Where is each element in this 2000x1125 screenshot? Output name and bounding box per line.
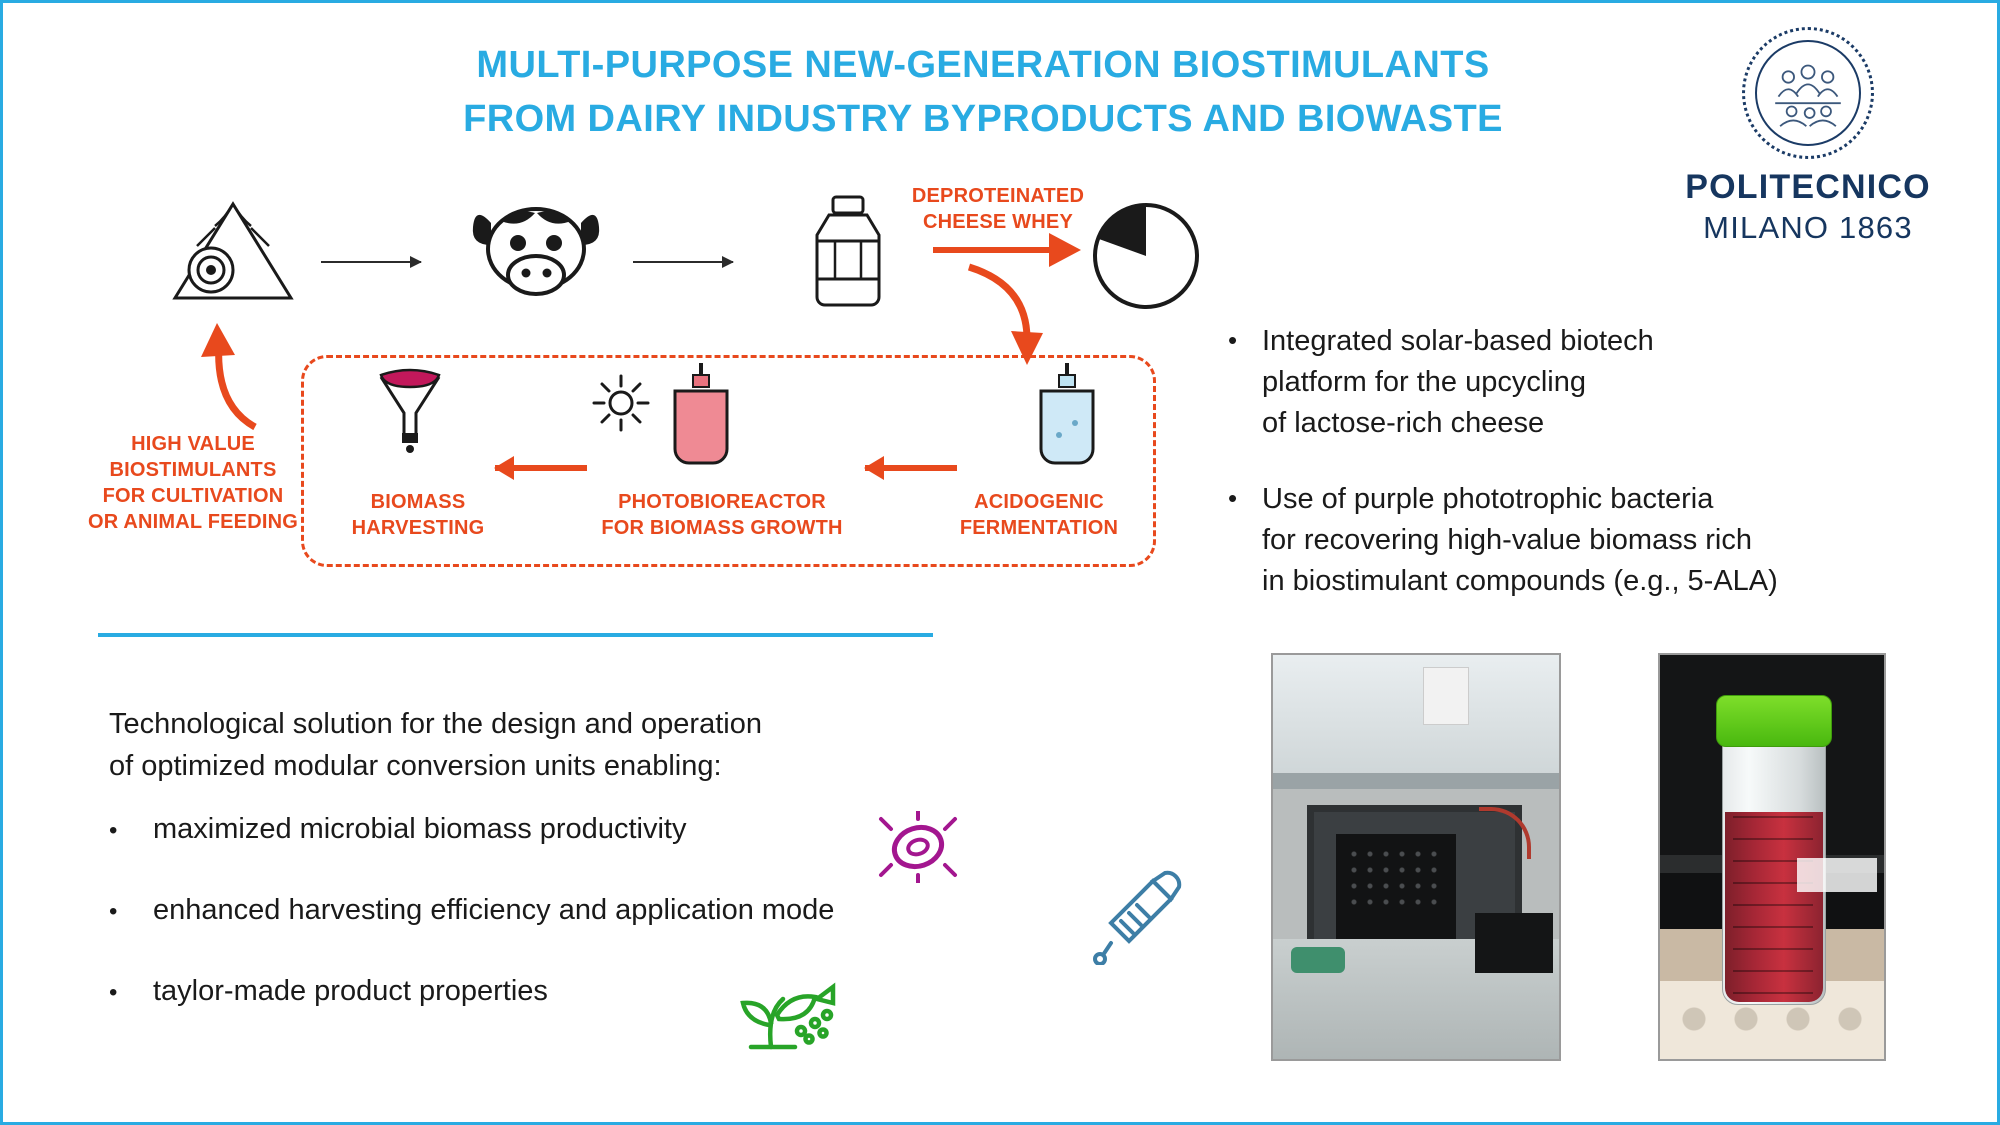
bullet-line-1: Integrated solar-based biotech: [1262, 325, 1654, 357]
pipette-icon: [1093, 865, 1185, 970]
high-value-biostimulants-label: [83, 431, 303, 535]
bottom-intro-line-2: of optimized modular conversion units enabling:: [109, 750, 722, 783]
bullet-text: maximized microbial biomass productivity: [153, 813, 687, 845]
bacteria-icon: [875, 811, 961, 888]
biomass-harvesting-icon: [371, 365, 449, 460]
arrow-2-icon: [633, 261, 733, 263]
politecnico-seal-icon: [1742, 27, 1874, 159]
photobioreactor-label: [587, 489, 857, 541]
pbr-line2: FOR BIOMASS GROWTH: [601, 517, 843, 539]
whey-label-line2: CHEESE WHEY: [922, 211, 1073, 233]
list-item: [109, 894, 1069, 927]
hay-bale-icon: [163, 198, 303, 313]
plant-spray-icon: [731, 965, 849, 1058]
loop-arrow-left-2-icon: [865, 465, 957, 471]
bullet-line-2: for recovering high-value biomass rich: [1262, 523, 1752, 556]
title-line-1: MULTI-PURPOSE NEW-GENERATION BIOSTIMULANTS: [476, 44, 1490, 86]
acidogenic-fermentation-icon: [1031, 361, 1103, 476]
photobioreactor-icon: [665, 361, 737, 476]
tube-graduations: [1733, 814, 1813, 994]
bullet-marker: •: [109, 898, 118, 925]
lab-keyboard: [1475, 913, 1553, 973]
politecnico-logo: [1663, 27, 1953, 246]
lab-shelf: [1273, 655, 1559, 775]
bullet-line-1: Use of purple phototrophic bacteria: [1262, 482, 1714, 515]
lab-paper-note: [1423, 667, 1469, 725]
acid-line2: FERMENTATION: [959, 517, 1119, 539]
hv-line2: BIOSTIMULANTS: [109, 459, 277, 481]
cheese-wheel-icon: [1091, 201, 1201, 316]
logo-name: POLITECNICO: [1685, 168, 1931, 206]
list-item: [1228, 479, 1948, 603]
bullet-text: enhanced harvesting efficiency and application mode: [153, 894, 835, 926]
bullet-line-3: in biostimulant compounds (e.g., 5-ALA): [1262, 564, 1778, 597]
pbr-line1: PHOTOBIOREACTOR: [618, 491, 826, 513]
bullet-line-3: of lactose-rich cheese: [1262, 407, 1545, 440]
bullet-line-2: platform for the upcycling: [1262, 366, 1586, 399]
loop-arrow-left-1-icon: [495, 465, 587, 471]
bullet-marker: •: [109, 979, 118, 1006]
bottom-intro-text: [109, 703, 989, 788]
cow-icon: [471, 201, 601, 312]
logo-sub: MILANO 1863: [1703, 210, 1913, 246]
lab-red-wire: [1479, 807, 1531, 859]
bullet-text: [1262, 479, 1948, 603]
bh-line2: HARVESTING: [351, 517, 485, 539]
hv-line3: FOR CULTIVATION: [102, 485, 284, 507]
hv-line4: OR ANIMAL FEEDING: [87, 511, 299, 533]
tube-cap: [1716, 695, 1832, 747]
acid-line1: ACIDOGENIC: [974, 491, 1104, 513]
acidogenic-fermentation-label: [933, 489, 1145, 541]
biomass-harvesting-label: [333, 489, 503, 541]
bottom-intro-line-1: Technological solution for the design and operation: [109, 708, 762, 740]
tube-label: [1797, 858, 1877, 892]
sun-icon: [591, 373, 651, 438]
bullet-marker: •: [1228, 325, 1238, 355]
bullet-text: [1262, 321, 1948, 445]
list-item: [1228, 321, 1948, 445]
whey-label-line1: DEPROTEINATED: [911, 185, 1085, 207]
hv-line1: HIGH VALUE: [131, 433, 255, 455]
arrow-1-icon: [321, 261, 421, 263]
curved-arrow-up-icon: [193, 321, 273, 436]
bullet-marker: •: [1228, 482, 1238, 513]
lab-shelf-edge: [1273, 773, 1559, 789]
lab-rig-dots: [1346, 846, 1442, 910]
title-line-2: FROM DAIRY INDUSTRY BYPRODUCTS AND BIOWASTE: [463, 97, 1503, 140]
bullet-marker: •: [109, 817, 118, 844]
page-title: [303, 39, 1663, 147]
lab-green-item: [1291, 947, 1345, 973]
falcon-tube: [1722, 737, 1826, 1005]
bh-line1: BIOMASS: [370, 491, 466, 513]
section-divider: [98, 633, 933, 637]
list-item: [109, 975, 1069, 1008]
right-bullet-list: [1228, 321, 1948, 636]
seal-figures-icon: [1767, 54, 1849, 136]
tube-photo: [1658, 653, 1886, 1061]
lab-photo: [1271, 653, 1561, 1061]
bullet-text: taylor-made product properties: [153, 975, 548, 1007]
